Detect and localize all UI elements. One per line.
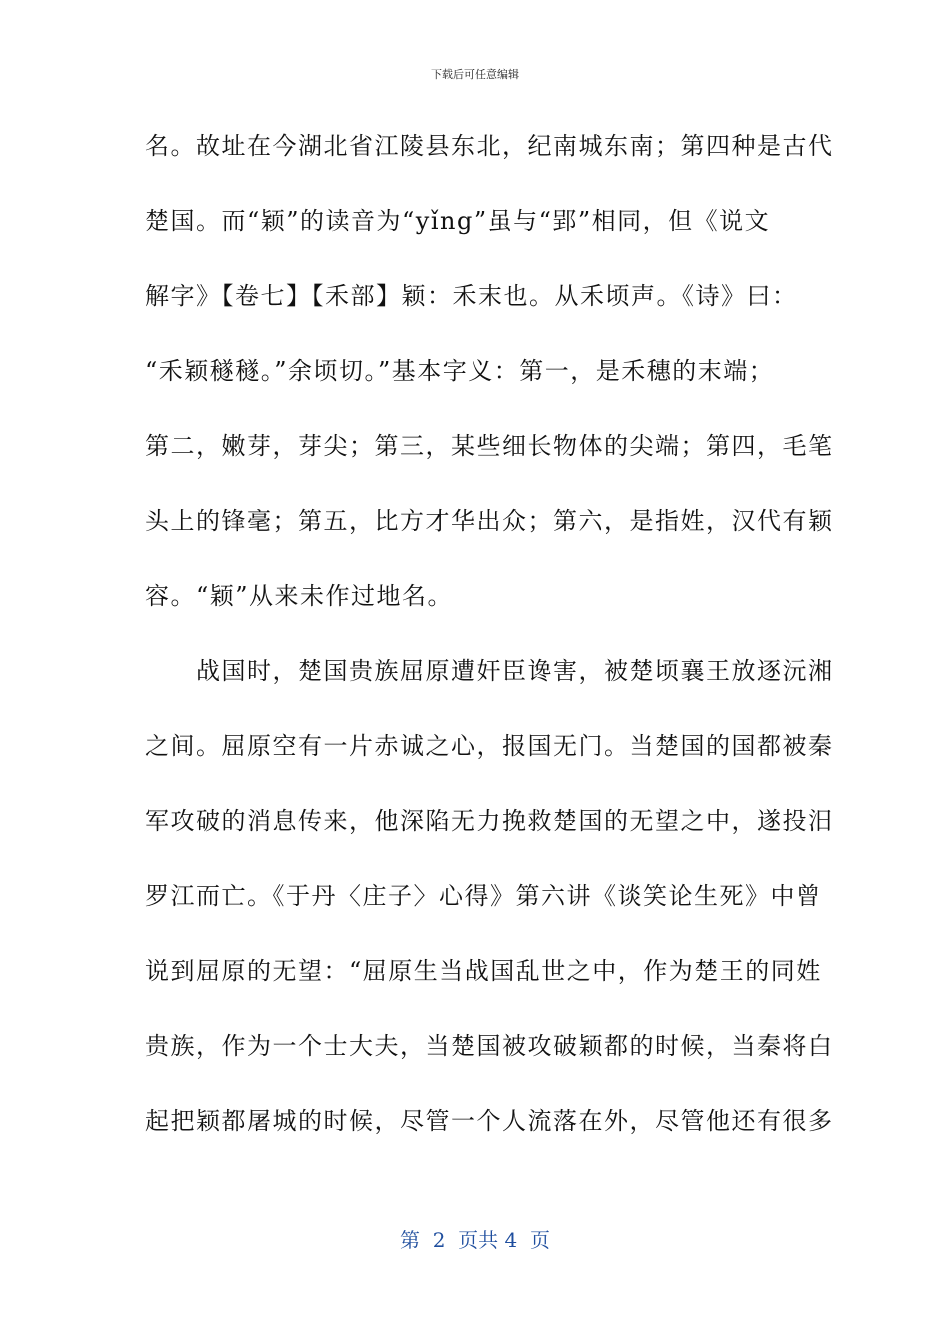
text-line-8: 战国时，楚国贵族屈原遭奸臣谗害，被楚顷襄王放逐沅湘	[145, 657, 834, 685]
body-text	[145, 120, 834, 1170]
text-line-9: 之间。屈原空有一片赤诚之心，报国无门。当楚国的国都被秦	[145, 732, 834, 760]
text-line-11: 罗江而亡。《于丹〈庄子〉心得》第六讲《谈笑论生死》中曾	[145, 882, 822, 910]
text-line-4: “禾颖穟穟。”余顷切。”基本字义：第一，是禾穗的末端；	[145, 357, 775, 385]
text-line-14: 起把颖都屠城的时候，尽管一个人流落在外，尽管他还有很多	[145, 1107, 834, 1135]
text-line-12: 说到屈原的无望：“屈原生当战国乱世之中，作为楚王的同姓	[145, 957, 822, 985]
text-line-10: 军攻破的消息传来，他深陷无力挽救楚国的无望之中，遂投汨	[145, 807, 834, 835]
text-line-2: 楚国。而“颖”的读音为“yǐng”虽与“郢”相同，但《说文	[145, 207, 771, 235]
page-number-footer: 第 2 页共 4 页	[400, 1228, 550, 1252]
text-line-7: 容。“颖”从来未作过地名。	[145, 582, 454, 610]
header-note: 下载后可任意编辑	[431, 68, 519, 81]
text-line-1: 名。故址在今湖北省江陵县东北，纪南城东南；第四种是古代	[145, 132, 834, 160]
text-line-3: 解字》【卷七】【禾部】颖：禾末也。从禾顷声。《诗》曰：	[145, 282, 798, 310]
text-line-13: 贵族，作为一个士大夫，当楚国被攻破颖都的时候，当秦将白	[145, 1032, 834, 1060]
text-line-5: 第二，嫩芽，芽尖；第三，某些细长物体的尖端；第四，毛笔	[145, 432, 834, 460]
text-line-6: 头上的锋毫；第五，比方才华出众；第六，是指姓，汉代有颖	[145, 507, 834, 535]
